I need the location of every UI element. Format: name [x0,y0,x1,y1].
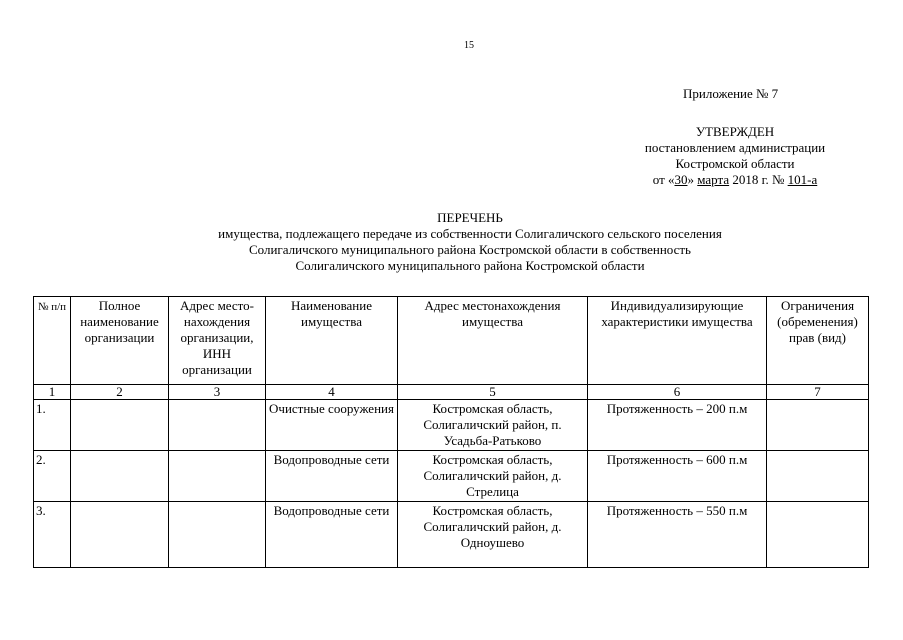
column-number: 7 [767,385,869,400]
date-month: марта [697,172,730,187]
list-subtitle-line2: Солигаличского муниципального района Костромской области в собственность [248,242,691,257]
row-characteristics: Протяженность – 550 п.м [588,502,767,568]
approval-line-decree: постановлением администрации [644,140,826,155]
row-org [71,451,169,502]
page-number: 15 [464,40,474,51]
header-restrictions: Ограничения (обременения) прав (вид) [767,297,869,385]
appendix-label: Приложение № 7 [683,86,779,101]
list-heading: ПЕРЕЧЕНЬ [437,210,503,225]
row-org [71,400,169,451]
table-row [34,451,869,502]
row-restrictions [767,400,869,451]
row-number: 1. [34,400,71,451]
row-number: 3. [34,502,71,568]
row-property-address: Костромская область, Солигаличский район, д. Одноушево [398,502,588,568]
decree-number: 101-а [787,172,818,187]
column-number: 4 [266,385,398,400]
row-org-address [169,502,266,568]
date-day: 30 [674,172,688,187]
row-org-address [169,451,266,502]
row-property-address: Костромская область, Солигаличский район, п. Усадьба-Ратьково [398,400,588,451]
column-number: 1 [34,385,71,400]
row-restrictions [767,502,869,568]
column-number: 3 [169,385,266,400]
row-characteristics: Протяженность – 200 п.м [588,400,767,451]
approval-heading: УТВЕРЖДЕН [695,124,775,139]
row-org [71,502,169,568]
date-year: 2018 г. № [729,172,788,187]
row-number: 2. [34,451,71,502]
row-property-name: Водопроводные сети [266,502,398,568]
row-property-address: Костромская область, Солигаличский район, д. Стрелица [398,451,588,502]
row-property-name: Очистные сооружения [266,400,398,451]
header-org-name: Полное наименование организации [71,297,169,385]
header-org-address: Адрес место-нахождения организации, ИНН организации [169,297,266,385]
approval-line-region: Костромской области [675,156,795,171]
row-org-address [169,400,266,451]
table-row [34,502,869,568]
column-number: 5 [398,385,588,400]
list-subtitle-line3: Солигаличского муниципального района Костромской области [295,258,645,273]
header-characteristics: Индивидуализирующие характеристики имущества [588,297,767,385]
header-property-name: Наименование имущества [266,297,398,385]
date-quote-close: » [687,172,698,187]
header-property-address: Адрес местонахождения имущества [398,297,588,385]
column-number: 6 [588,385,767,400]
column-number-row [34,385,869,400]
list-title [0,210,903,274]
column-number: 2 [71,385,169,400]
property-table [33,296,869,568]
list-subtitle-line1: имущества, подлежащего передаче из собственности Солигаличского сельского поселения [218,226,722,241]
approval-date-line [600,172,870,188]
row-restrictions [767,451,869,502]
row-property-name: Водопроводные сети [266,451,398,502]
approval-block [600,124,870,188]
date-prefix: от « [652,172,675,187]
header-number: № п/п [34,297,71,385]
row-characteristics: Протяженность – 600 п.м [588,451,767,502]
table-row [34,400,869,451]
table-header-row [34,297,869,385]
